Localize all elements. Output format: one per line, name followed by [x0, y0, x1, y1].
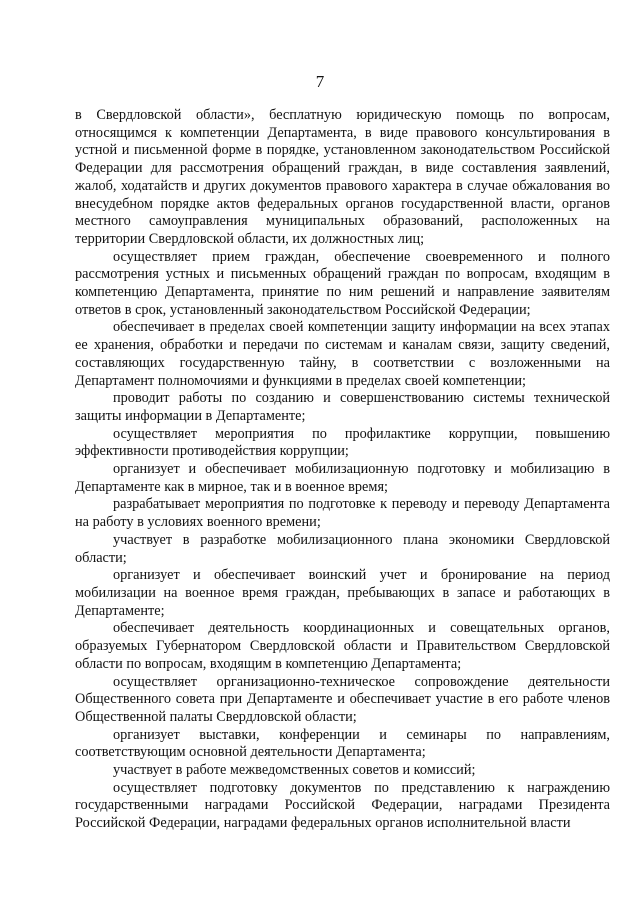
- paragraph: осуществляет подготовку документов по представлению к награждению государственными наградами Российской Федерации, наградами Президента Российской Федерации, наградами федеральных органов исполнительной власти: [75, 779, 610, 832]
- page-number: 7: [315, 72, 325, 91]
- paragraph: участвует в разработке мобилизационного плана экономики Свердловской области;: [75, 531, 610, 566]
- paragraph: осуществляет организационно-техническое сопровождение деятельности Общественного совета при Департаменте и обеспечивает участие в его работе членов Общественной палаты Свердловской области;: [75, 673, 610, 725]
- paragraph: осуществляет мероприятия по профилактике коррупции, повышению эффективности противодействия коррупции;: [75, 425, 610, 460]
- paragraph: организует и обеспечивает воинский учет и бронирование на период мобилизации на военное время граждан, пребывающих в запасе и работающих в Департаменте;: [75, 567, 610, 619]
- document-body: [75, 107, 610, 833]
- paragraph: проводит работы по созданию и совершенствованию системы технической защиты информации в Департаменте;: [75, 390, 610, 424]
- paragraph: разрабатывает мероприятия по подготовке к переводу и переводу Департамента на работу в условиях военного времени;: [75, 496, 610, 531]
- paragraph: организует и обеспечивает мобилизационную подготовку и мобилизацию в Департаменте как в мирное, так и в военное время;: [75, 461, 610, 495]
- paragraph: обеспечивает в пределах своей компетенции защиту информации на всех этапах ее хранения, обработки и передачи по системам и каналам связи, защиту сведений, составляющих государственную тайну, в соответствии с возложенными на Департамент полномочиями и функциями в пределах своей компетенции;: [75, 319, 610, 389]
- paragraph: осуществляет прием граждан, обеспечение своевременного и полного рассмотрения устных и письменных обращений граждан по вопросам, входящим в компетенцию Департамента, принятие по ним решений и направление заявителям ответов в срок, установленный законодательством Российской Федерации;: [75, 248, 610, 318]
- paragraph: в Свердловской области», бесплатную юридическую помощь по вопросам, относящимся к компетенции Департамента, в виде правового консультирования в устной и письменной форме в порядке, установленном законодательством Российской Федерации для рассмотрения обращений граждан, в виде составления заявлений, жалоб, ходатайств и других документов правового характера в случае обжалования во внесудебном порядке актов федеральных органов государственной власти, органов местного самоуправления муниципальных образований, расположенных на территории Свердловской области, их должностных лиц;: [75, 107, 610, 247]
- paragraph: обеспечивает деятельность координационных и совещательных органов, образуемых Губернатором Свердловской области и Правительством Свердловской области по вопросам, входящим в компетенцию Департамента;: [75, 620, 610, 672]
- paragraph: участвует в работе межведомственных советов и комиссий;: [113, 762, 476, 779]
- paragraph: организует выставки, конференции и семинары по направлениям, соответствующим основной деятельности Департамента;: [75, 726, 610, 761]
